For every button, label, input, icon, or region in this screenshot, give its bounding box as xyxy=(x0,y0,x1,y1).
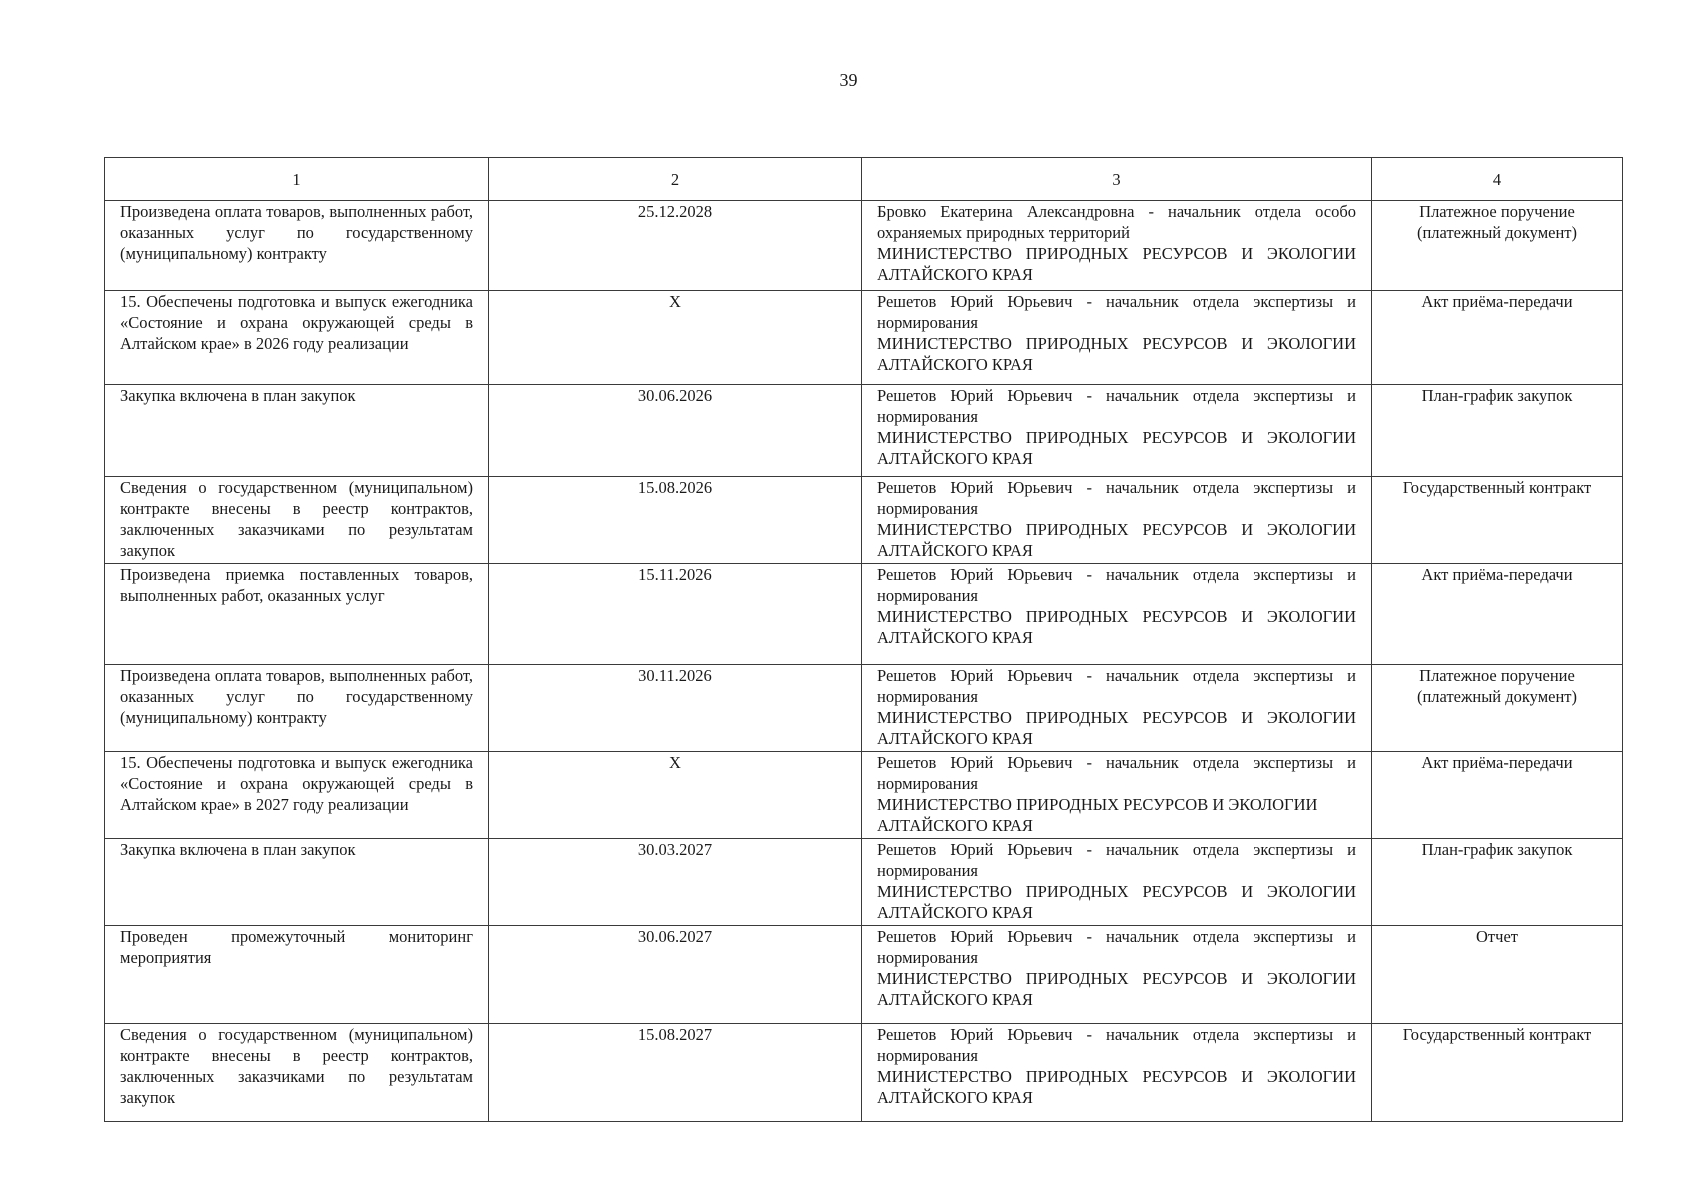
responsible-person: Решетов Юрий Юрьевич - начальник отдела экспертизы и нормирования xyxy=(877,1025,1356,1065)
table-row xyxy=(105,201,1623,291)
document-cell: Акт приёма-передачи xyxy=(1372,564,1623,665)
responsible-org: МИНИСТЕРСТВО ПРИРОДНЫХ РЕСУРСОВ И ЭКОЛОГИИ АЛТАЙСКОГО КРАЯ xyxy=(877,428,1356,468)
date-cell: 30.06.2027 xyxy=(489,926,862,1024)
date-cell: 30.11.2026 xyxy=(489,665,862,752)
table-header-row xyxy=(105,158,1623,201)
table-row xyxy=(105,564,1623,665)
responsible-org: МИНИСТЕРСТВО ПРИРОДНЫХ РЕСУРСОВ И ЭКОЛОГИИ АЛТАЙСКОГО КРАЯ xyxy=(877,1067,1356,1107)
responsible-org: МИНИСТЕРСТВО ПРИРОДНЫХ РЕСУРСОВ И ЭКОЛОГИИ АЛТАЙСКОГО КРАЯ xyxy=(877,969,1356,1009)
document-cell: Акт приёма-передачи xyxy=(1372,752,1623,839)
responsible-cell xyxy=(862,752,1372,839)
responsible-person: Решетов Юрий Юрьевич - начальник отдела экспертизы и нормирования xyxy=(877,927,1356,967)
responsible-cell xyxy=(862,385,1372,477)
document-cell: Платежное поручение (платежный документ) xyxy=(1372,665,1623,752)
responsible-cell xyxy=(862,564,1372,665)
document-cell: Государственный контракт xyxy=(1372,1024,1623,1122)
responsible-person: Бровко Екатерина Александровна - начальник отдела особо охраняемых природных территорий xyxy=(877,202,1356,242)
document-cell: Отчет xyxy=(1372,926,1623,1024)
date-cell: X xyxy=(489,291,862,385)
event-cell: Сведения о государственном (муниципальном) контракте внесены в реестр контрактов, заключенных заказчиками по результатам закупок xyxy=(105,477,489,564)
responsible-cell xyxy=(862,665,1372,752)
responsible-person: Решетов Юрий Юрьевич - начальник отдела экспертизы и нормирования xyxy=(877,386,1356,426)
table-row xyxy=(105,1024,1623,1122)
responsible-person: Решетов Юрий Юрьевич - начальник отдела экспертизы и нормирования xyxy=(877,666,1356,706)
event-cell: Закупка включена в план закупок xyxy=(105,385,489,477)
schedule-table xyxy=(104,157,1623,1122)
responsible-person: Решетов Юрий Юрьевич - начальник отдела экспертизы и нормирования xyxy=(877,292,1356,332)
event-cell: Произведена приемка поставленных товаров, выполненных работ, оказанных услуг xyxy=(105,564,489,665)
event-cell: Произведена оплата товаров, выполненных работ, оказанных услуг по государственному (муниципальному) контракту xyxy=(105,201,489,291)
event-cell: Проведен промежуточный мониторинг мероприятия xyxy=(105,926,489,1024)
responsible-org: МИНИСТЕРСТВО ПРИРОДНЫХ РЕСУРСОВ И ЭКОЛОГИИ АЛТАЙСКОГО КРАЯ xyxy=(877,244,1356,284)
date-cell: X xyxy=(489,752,862,839)
date-cell: 15.08.2026 xyxy=(489,477,862,564)
responsible-org: МИНИСТЕРСТВО ПРИРОДНЫХ РЕСУРСОВ И ЭКОЛОГИИ АЛТАЙСКОГО КРАЯ xyxy=(877,708,1356,748)
column-header: 1 xyxy=(105,158,489,201)
table-row xyxy=(105,665,1623,752)
column-header: 3 xyxy=(862,158,1372,201)
page-number: 39 xyxy=(839,70,858,90)
responsible-cell xyxy=(862,1024,1372,1122)
date-cell: 15.08.2027 xyxy=(489,1024,862,1122)
responsible-cell xyxy=(862,477,1372,564)
responsible-cell xyxy=(862,926,1372,1024)
document-cell: План-график закупок xyxy=(1372,385,1623,477)
responsible-person: Решетов Юрий Юрьевич - начальник отдела экспертизы и нормирования xyxy=(877,840,1356,880)
table-row xyxy=(105,926,1623,1024)
document-cell: Платежное поручение (платежный документ) xyxy=(1372,201,1623,291)
responsible-org: МИНИСТЕРСТВО ПРИРОДНЫХ РЕСУРСОВ И ЭКОЛОГИИ АЛТАЙСКОГО КРАЯ xyxy=(877,795,1318,835)
document-cell: План-график закупок xyxy=(1372,839,1623,926)
responsible-cell xyxy=(862,201,1372,291)
event-cell: Произведена оплата товаров, выполненных работ, оказанных услуг по государственному (муниципальному) контракту xyxy=(105,665,489,752)
table-row xyxy=(105,477,1623,564)
date-cell: 30.03.2027 xyxy=(489,839,862,926)
table-row xyxy=(105,291,1623,385)
column-header: 4 xyxy=(1372,158,1623,201)
event-cell: Сведения о государственном (муниципальном) контракте внесены в реестр контрактов, заключенных заказчиками по результатам закупок xyxy=(105,1024,489,1122)
date-cell: 15.11.2026 xyxy=(489,564,862,665)
table-row xyxy=(105,839,1623,926)
responsible-org: МИНИСТЕРСТВО ПРИРОДНЫХ РЕСУРСОВ И ЭКОЛОГИИ АЛТАЙСКОГО КРАЯ xyxy=(877,520,1356,560)
date-cell: 25.12.2028 xyxy=(489,201,862,291)
date-cell: 30.06.2026 xyxy=(489,385,862,477)
column-header: 2 xyxy=(489,158,862,201)
responsible-cell xyxy=(862,839,1372,926)
responsible-org: МИНИСТЕРСТВО ПРИРОДНЫХ РЕСУРСОВ И ЭКОЛОГИИ АЛТАЙСКОГО КРАЯ xyxy=(877,607,1356,647)
responsible-org: МИНИСТЕРСТВО ПРИРОДНЫХ РЕСУРСОВ И ЭКОЛОГИИ АЛТАЙСКОГО КРАЯ xyxy=(877,334,1356,374)
event-cell: Закупка включена в план закупок xyxy=(105,839,489,926)
responsible-person: Решетов Юрий Юрьевич - начальник отдела экспертизы и нормирования xyxy=(877,478,1356,518)
document-cell: Акт приёма-передачи xyxy=(1372,291,1623,385)
document-cell: Государственный контракт xyxy=(1372,477,1623,564)
event-cell: 15. Обеспечены подготовка и выпуск ежегодника «Состояние и охрана окружающей среды в Алтайском крае» в 2026 году реализации xyxy=(105,291,489,385)
responsible-person: Решетов Юрий Юрьевич - начальник отдела экспертизы и нормирования xyxy=(877,565,1356,605)
table-row xyxy=(105,752,1623,839)
responsible-person: Решетов Юрий Юрьевич - начальник отдела экспертизы и нормирования xyxy=(877,753,1356,793)
responsible-cell xyxy=(862,291,1372,385)
responsible-org: МИНИСТЕРСТВО ПРИРОДНЫХ РЕСУРСОВ И ЭКОЛОГИИ АЛТАЙСКОГО КРАЯ xyxy=(877,882,1356,922)
table-row xyxy=(105,385,1623,477)
event-cell: 15. Обеспечены подготовка и выпуск ежегодника «Состояние и охрана окружающей среды в Алтайском крае» в 2027 году реализации xyxy=(105,752,489,839)
